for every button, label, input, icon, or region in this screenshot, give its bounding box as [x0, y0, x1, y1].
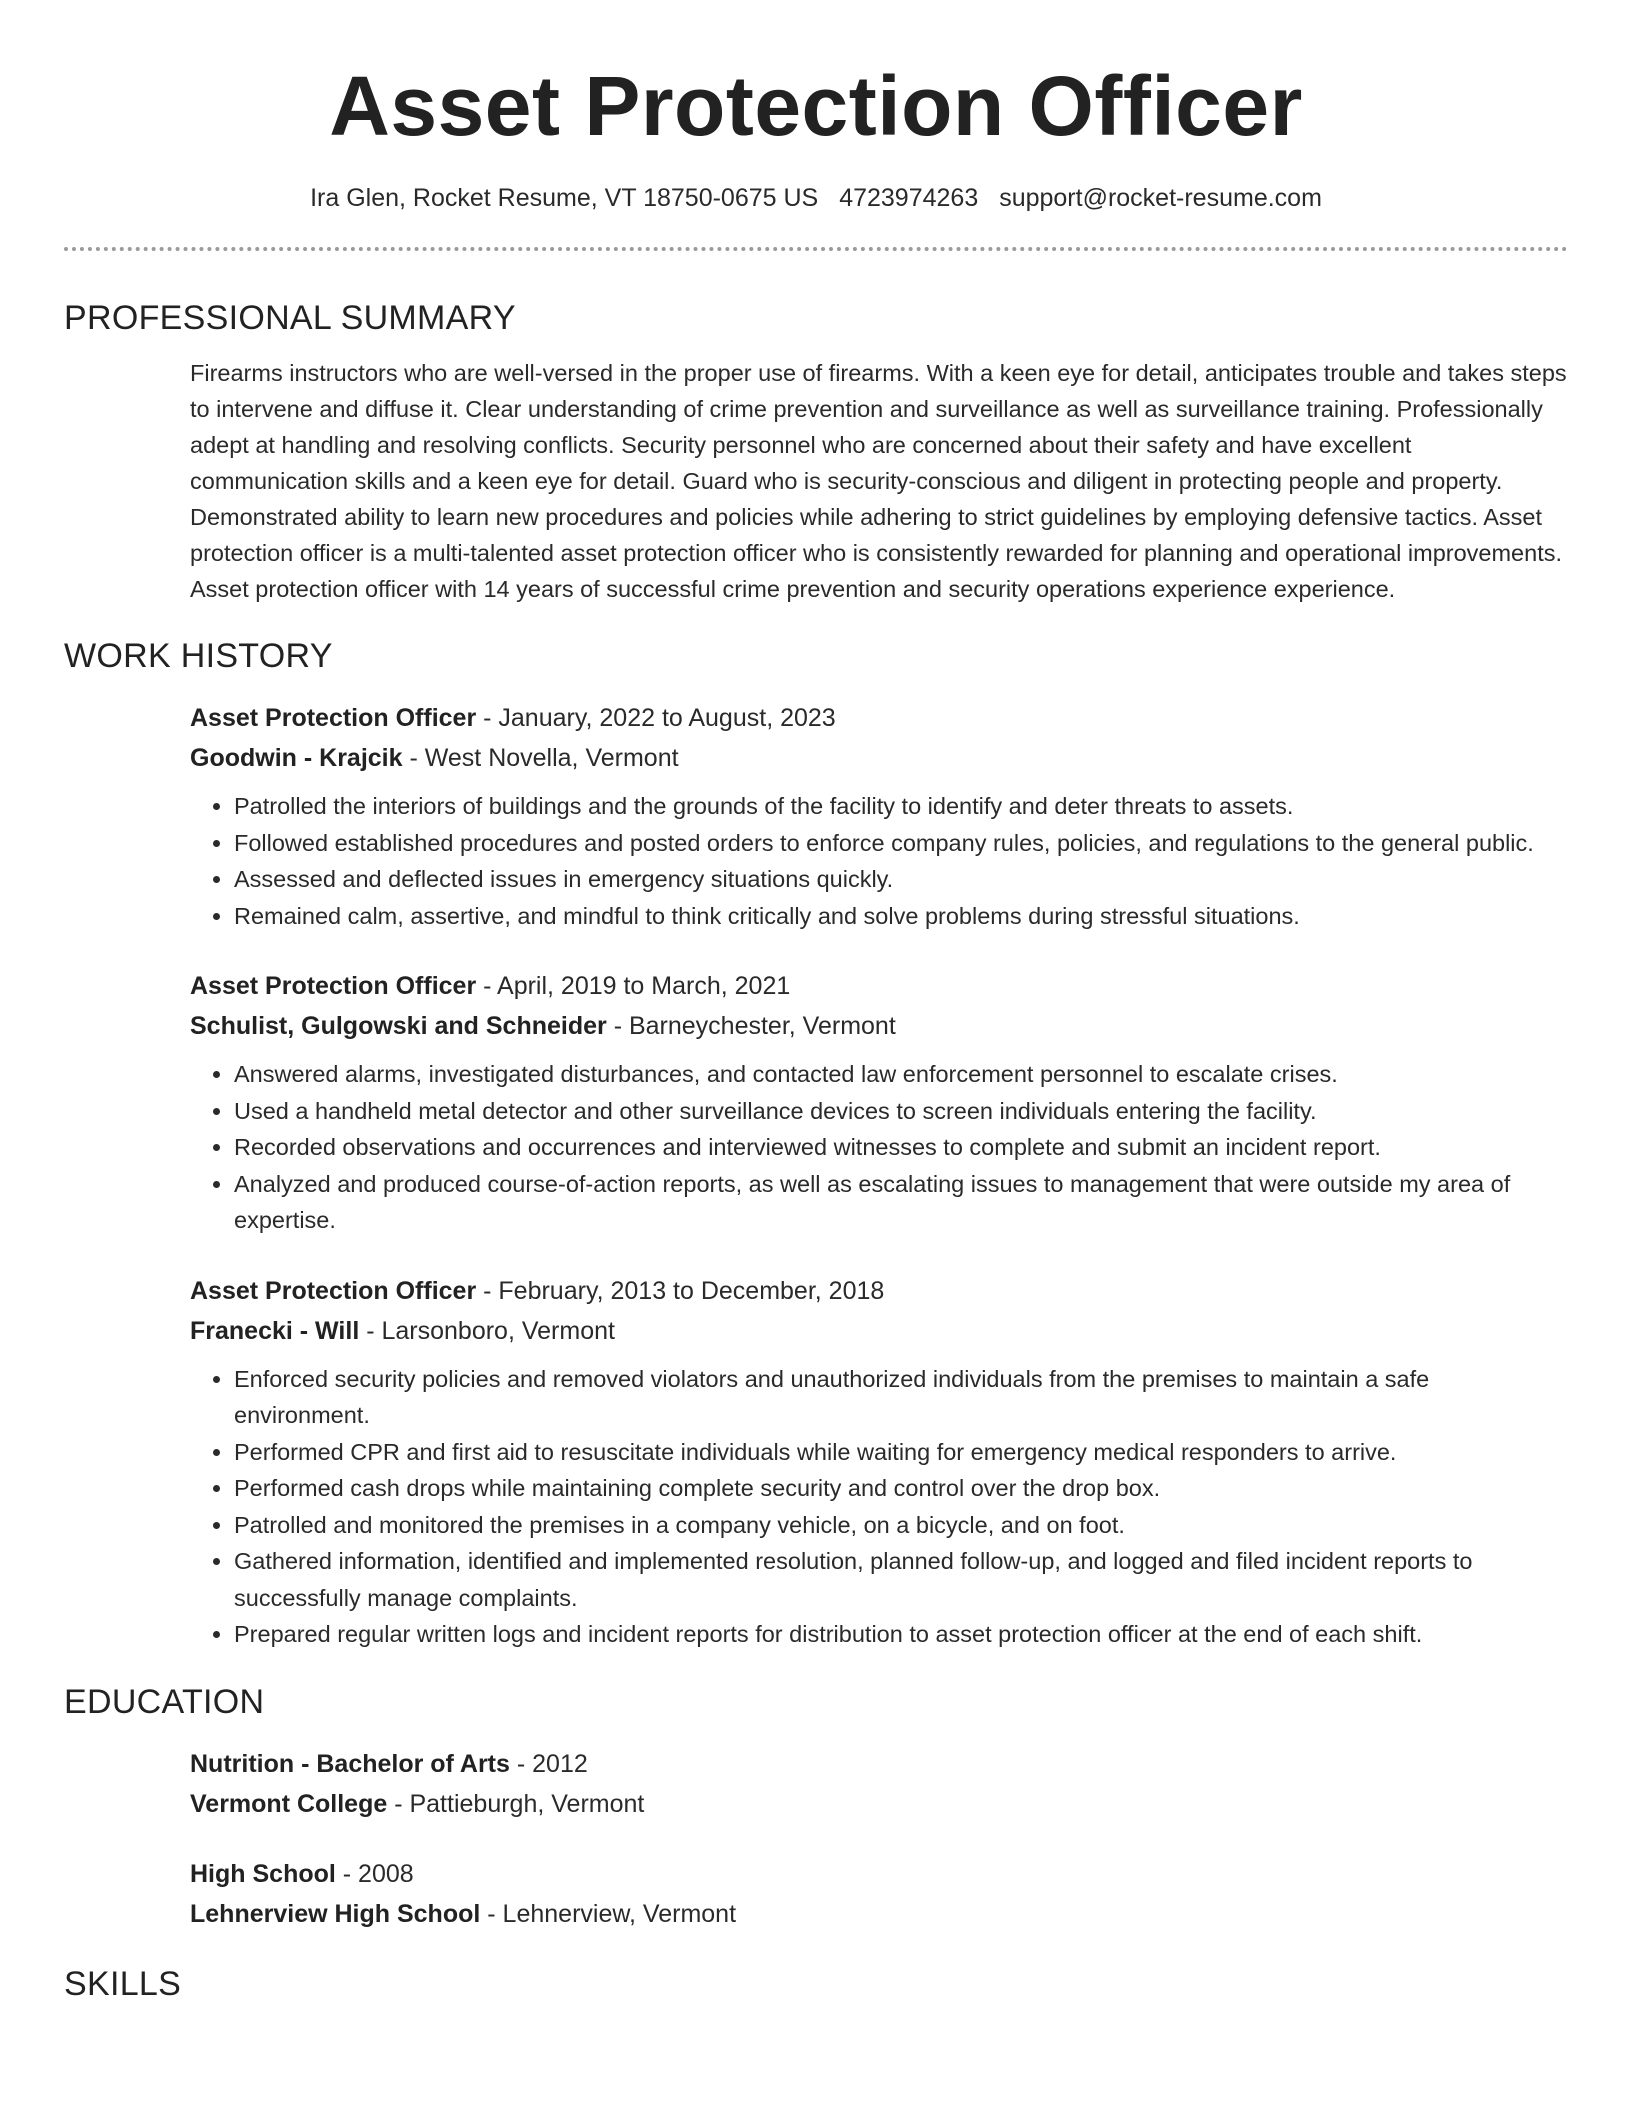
work-history-heading: WORK HISTORY	[64, 637, 333, 675]
job-role: Asset Protection Officer	[190, 1276, 477, 1305]
job-bullets	[190, 1056, 1568, 1239]
job-company-line	[190, 1311, 1568, 1351]
resume-title: Asset Protection Officer	[329, 59, 1303, 153]
list-item: • Prepared regular written logs and incident reports for distribution to asset protection officer at the end of each shift.	[234, 1616, 1568, 1653]
job-title-line	[190, 698, 1568, 738]
job-bullets	[190, 788, 1568, 934]
education-school: Vermont College	[190, 1789, 388, 1818]
education-year: - 2008	[335, 1859, 414, 1888]
education-entry	[190, 1744, 1568, 1824]
education-entry	[190, 1854, 1568, 1934]
summary-text: Firearms instructors who are well-versed in the proper use of firearms. With a keen eye for detail, anticipates trouble and takes steps to intervene and diffuse it. Clear understanding of crime prevention and surveillance as well as surveillance training. Professionally adept at handling and resolving conflicts. Security personnel who are concerned about their safety and have excellent communication skills and a keen eye for detail. Guard who is security-conscious and diligent in protecting people and property. Demonstrated ability to learn new procedures and policies while adhering to strict guidelines by employing defensive tactics. Asset protection officer is a multi-talented asset protection officer who is consistently rewarded for planning and operational improvements. Asset protection officer with 14 years of successful crime prevention and security operations experience experience.	[190, 360, 1567, 602]
job-dates: - April, 2019 to March, 2021	[476, 972, 791, 1000]
list-item: • Performed CPR and first aid to resuscitate individuals while waiting for emergency medical responders to arrive.	[234, 1434, 1568, 1471]
list-item: • Remained calm, assertive, and mindful to think critically and solve problems during stressful situations.	[234, 898, 1568, 935]
education-degree: High School	[190, 1859, 336, 1888]
skills-heading: SKILLS	[64, 1964, 182, 2003]
education-location: - Pattieburgh, Vermont	[387, 1789, 645, 1818]
job-location: - Larsonboro, Vermont	[359, 1316, 615, 1345]
job-location: - West Novella, Vermont	[402, 744, 679, 772]
skills-section	[64, 1964, 1568, 2004]
job-location: - Barneychester, Vermont	[606, 1012, 896, 1040]
list-item: • Used a handheld metal detector and other surveillance devices to screen individuals entering the facility.	[234, 1093, 1568, 1130]
list-item: • Analyzed and produced course-of-action reports, as well as escalating issues to management that were outside my area of expertise.	[234, 1166, 1568, 1239]
list-item: • Followed established procedures and posted orders to enforce company rules, policies, and regulations to the general public.	[234, 825, 1568, 862]
list-item: • Recorded observations and occurrences and interviewed witnesses to complete and submit an incident report.	[234, 1129, 1568, 1166]
contact-address: Ira Glen, Rocket Resume, VT 18750-0675 US	[310, 184, 819, 212]
list-item: • Gathered information, identified and implemented resolution, planned follow-up, and logged and filed incident reports to successfully manage complaints.	[234, 1543, 1568, 1616]
job-company: Franecki - Will	[190, 1316, 360, 1345]
summary-heading: PROFESSIONAL SUMMARY	[64, 299, 516, 337]
job-entry	[190, 1271, 1568, 1653]
job-bullets	[190, 1361, 1568, 1653]
education-school-line	[190, 1784, 1568, 1824]
education-degree-line	[190, 1744, 1568, 1784]
contact-email: support@rocket-resume.com	[999, 184, 1322, 212]
summary-section	[64, 298, 1568, 607]
job-company: Schulist, Gulgowski and Schneider	[190, 1012, 607, 1040]
job-entry	[190, 698, 1568, 934]
education-degree: Nutrition - Bachelor of Arts	[190, 1749, 510, 1778]
list-item: • Enforced security policies and removed violators and unauthorized individuals from the premises to maintain a safe environment.	[234, 1361, 1568, 1434]
job-company: Goodwin - Krajcik	[190, 744, 403, 772]
work-history-section	[64, 636, 1568, 1653]
education-heading: EDUCATION	[64, 1682, 265, 1721]
education-section	[64, 1682, 1568, 1934]
job-role: Asset Protection Officer	[190, 972, 477, 1000]
education-year: - 2012	[509, 1749, 588, 1778]
list-item: • Patrolled the interiors of buildings and the grounds of the facility to identify and deter threats to assets.	[234, 788, 1568, 825]
list-item: • Performed cash drops while maintaining complete security and control over the drop box.	[234, 1470, 1568, 1507]
job-company-line	[190, 738, 1568, 778]
job-company-line	[190, 1006, 1568, 1046]
job-title-line	[190, 1271, 1568, 1311]
list-item: • Patrolled and monitored the premises in a company vehicle, on a bicycle, and on foot.	[234, 1507, 1568, 1544]
list-item: • Assessed and deflected issues in emergency situations quickly.	[234, 861, 1568, 898]
contact-line	[64, 182, 1568, 214]
job-dates: - January, 2022 to August, 2023	[476, 704, 836, 732]
list-item: • Answered alarms, investigated disturbances, and contacted law enforcement personnel to escalate crises.	[234, 1056, 1568, 1093]
job-entry	[190, 966, 1568, 1239]
job-role: Asset Protection Officer	[190, 704, 477, 732]
education-degree-line	[190, 1854, 1568, 1894]
contact-phone: 4723974263	[839, 184, 979, 212]
education-location: - Lehnerview, Vermont	[480, 1899, 737, 1928]
header-divider	[64, 247, 1568, 251]
job-title-line	[190, 966, 1568, 1006]
job-dates: - February, 2013 to December, 2018	[476, 1276, 885, 1305]
education-school: Lehnerview High School	[190, 1899, 481, 1928]
education-school-line	[190, 1894, 1568, 1934]
